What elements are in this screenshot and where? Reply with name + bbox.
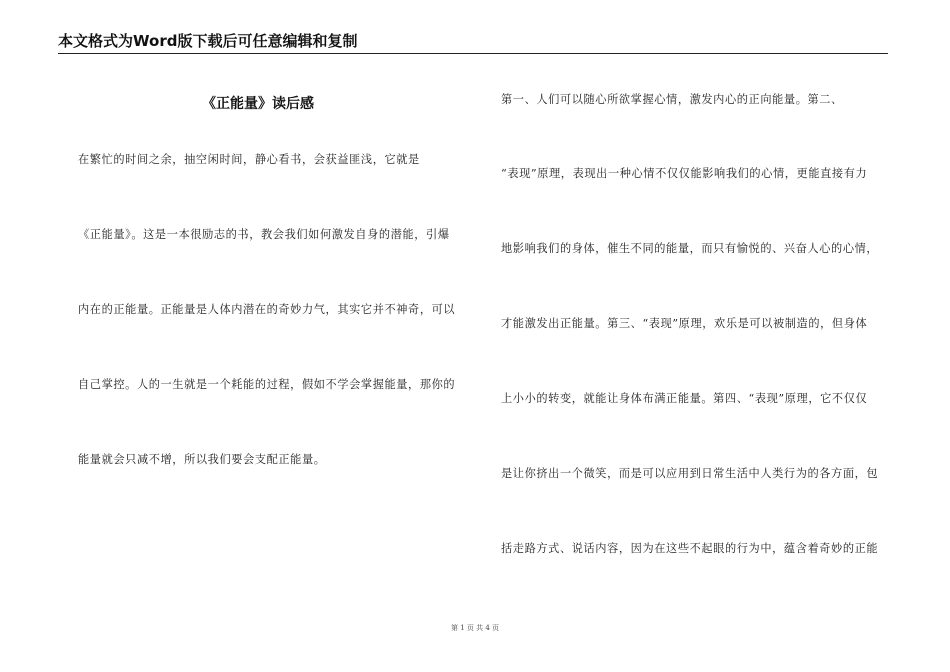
header-divider bbox=[58, 53, 888, 54]
paragraph-line: 内在的正能量。正能量是人体内潜在的奇妙力气，其实它并不神奇，可以 bbox=[78, 303, 456, 316]
paragraph-line: 《正能量》。这是一本很励志的书，教会我们如何激发自身的潜能，引爆 bbox=[78, 228, 450, 241]
page-header-title: 本文格式为Word版下载后可任意编辑和复制 bbox=[58, 32, 358, 50]
paragraph-line: 第一、人们可以随心所欲掌握心情，激发内心的正向能量。第二、 bbox=[501, 93, 843, 106]
paragraph-line: 上小小的转变，就能让身体布满正能量。第四、“表现”原理，它不仅仅 bbox=[501, 392, 868, 405]
paragraph-line: 是让你挤出一个微笑，而是可以应用到日常生活中人类行为的各方面，包 bbox=[501, 467, 879, 480]
paragraph-line: 在繁忙的时间之余，抽空闲时间，静心看书，会获益匪浅，它就是 bbox=[78, 153, 420, 166]
paragraph-line: 自己掌控。人的一生就是一个耗能的过程，假如不学会掌握能量，那你的 bbox=[78, 378, 456, 391]
paragraph-line: 能量就会只减不增，所以我们要会支配正能量。 bbox=[78, 453, 326, 466]
paragraph-line: “表现”原理，表现出一种心情不仅仅能影响我们的心情，更能直接有力 bbox=[501, 167, 868, 180]
document-title: 《正能量》读后感 bbox=[202, 96, 314, 112]
paragraph-line: 地影响我们的身体，催生不同的能量，而只有愉悦的、兴奋人心的心情， bbox=[501, 242, 879, 255]
page-number-footer: 第 1 页 共 4 页 bbox=[450, 624, 500, 632]
paragraph-line: 才能激发出正能量。第三、“表现”原理，欢乐是可以被制造的，但身体 bbox=[501, 317, 868, 330]
paragraph-line: 括走路方式、说话内容，因为在这些不起眼的行为中，蕴含着奇妙的正能 bbox=[501, 542, 879, 555]
